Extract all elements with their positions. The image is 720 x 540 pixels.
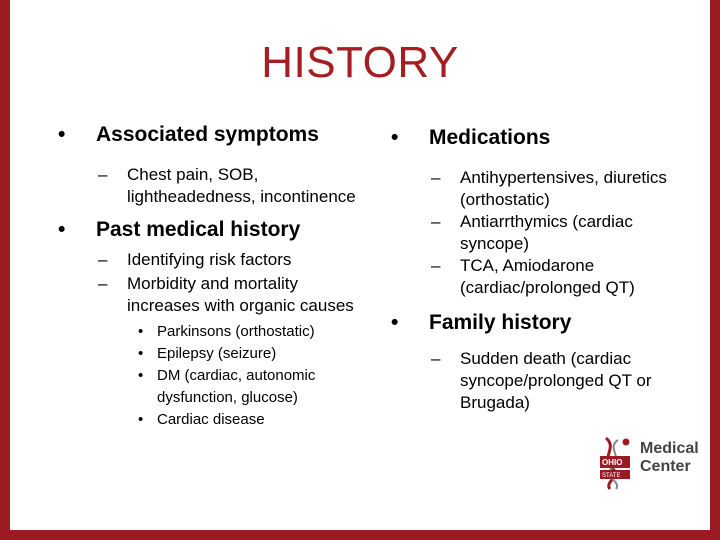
- bullet-dot-icon: •: [138, 323, 144, 340]
- slide-title: HISTORY: [261, 38, 459, 87]
- left-column: [58, 122, 358, 431]
- bullet-dot-icon: •: [138, 345, 144, 362]
- sub-bullet-text: Identifying risk factors: [127, 250, 292, 269]
- dash-icon: –: [431, 349, 441, 368]
- bullet-past-medical-history: [58, 217, 358, 243]
- bullet-dot-icon: •: [58, 218, 66, 241]
- bottom-border-bar: [0, 530, 720, 540]
- sub-bullet: [391, 167, 691, 211]
- bullet-dot-icon: •: [138, 411, 144, 428]
- logo-wordmark: [640, 440, 699, 476]
- sub-bullet-text: Morbidity and mortality increases with organic causes: [127, 274, 354, 315]
- bullet-heading: Family history: [429, 311, 572, 334]
- sub-sub-bullet-text: Parkinsons (orthostatic): [157, 323, 315, 340]
- bullet-dot-icon: •: [391, 311, 399, 334]
- bullet-heading: Associated symptoms: [96, 123, 319, 146]
- logo-line-medical: Medical: [640, 440, 699, 457]
- sub-bullet-text: Antiarrthymics (cardiac syncope): [460, 212, 633, 253]
- sub-bullet-text: TCA, Amiodarone (cardiac/prolonged QT): [460, 256, 635, 297]
- dash-icon: –: [98, 165, 108, 184]
- sub-sub-bullet-text: Cardiac disease: [157, 411, 265, 428]
- dna-figure-icon: [596, 434, 640, 490]
- sub-sub-bullet-text: DM (cardiac, autonomic dysfunction, glucose): [157, 367, 316, 406]
- sub-sub-bullet: [58, 343, 358, 365]
- dash-icon: –: [431, 256, 441, 275]
- sub-sub-bullet: [58, 409, 358, 431]
- bullet-heading: Medications: [429, 126, 551, 149]
- sub-bullet-text: Chest pain, SOB, lightheadedness, incontinence: [127, 165, 356, 206]
- right-column: [391, 122, 691, 414]
- sub-bullet-text: Antihypertensives, diuretics (orthostatic): [460, 168, 667, 209]
- svg-text:OHIO: OHIO: [602, 458, 623, 467]
- sub-bullet: [58, 164, 358, 208]
- sub-bullet: [391, 211, 691, 255]
- bullet-dot-icon: •: [391, 126, 399, 149]
- sub-bullet: [58, 273, 358, 317]
- sub-bullet-text: Sudden death (cardiac syncope/prolonged QT or Brugada): [460, 349, 652, 412]
- sub-sub-bullet-text: Epilepsy (seizure): [157, 345, 277, 362]
- bullet-dot-icon: •: [58, 123, 66, 146]
- bullet-dot-icon: •: [138, 367, 144, 384]
- bullet-family-history: [391, 310, 691, 336]
- sub-bullet: [391, 348, 691, 414]
- dash-icon: –: [431, 168, 441, 187]
- dash-icon: –: [98, 250, 108, 269]
- ohio-state-medical-center-logo: [596, 434, 714, 490]
- sub-bullet: [391, 255, 691, 299]
- sub-sub-bullet: [58, 321, 358, 343]
- bullet-associated-symptoms: [58, 122, 358, 148]
- bullet-heading: Past medical history: [96, 218, 301, 241]
- dash-icon: –: [98, 274, 108, 293]
- sub-bullet: [58, 249, 358, 271]
- svg-text:STATE: STATE: [602, 473, 621, 479]
- bullet-medications: [391, 125, 691, 151]
- dash-icon: –: [431, 212, 441, 231]
- logo-line-center: Center: [640, 458, 691, 475]
- sub-sub-bullet: [58, 365, 358, 409]
